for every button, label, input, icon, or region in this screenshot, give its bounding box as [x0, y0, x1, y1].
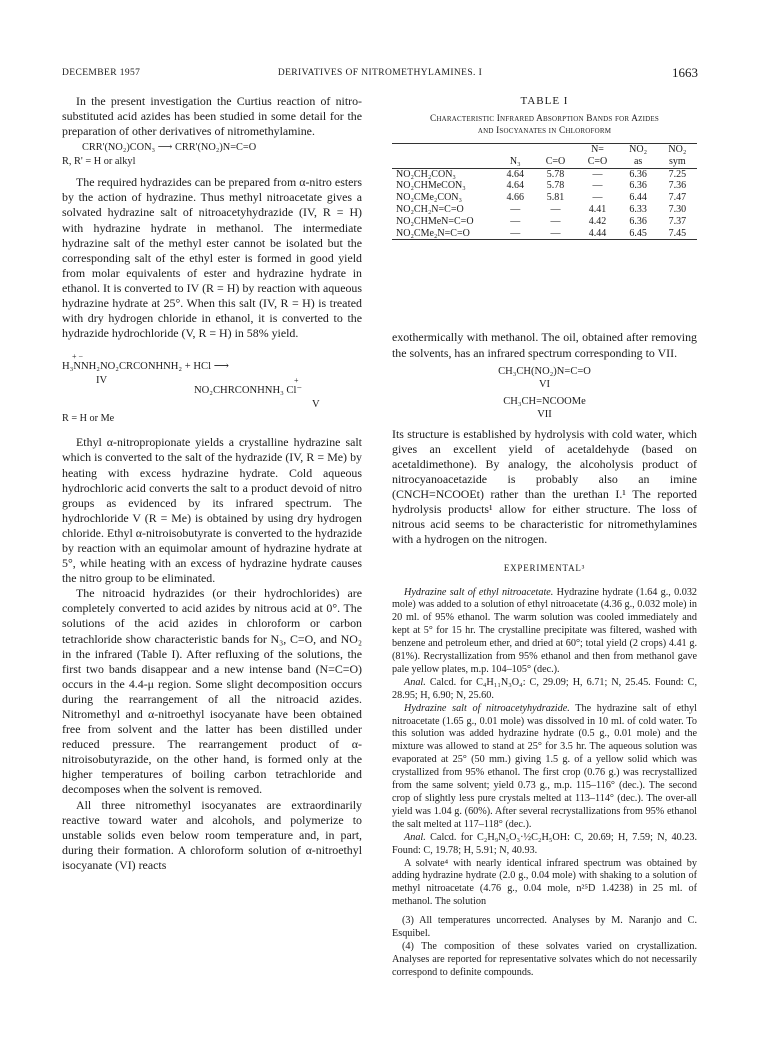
table-cell: 7.30	[668, 204, 687, 216]
table-cell: 4.64	[506, 180, 524, 192]
table-header-cell	[392, 144, 496, 156]
formula-vi: CH₃CH(NO₂)N=C=O	[498, 365, 591, 377]
table-header-cell: N=	[591, 144, 604, 156]
footnote-3: (3) All temperatures uncorrected. Analyses by M. Naranjo and C. Esquibel.	[392, 915, 697, 940]
table-row	[392, 192, 697, 204]
table-cell: —	[550, 204, 561, 216]
table-row	[392, 204, 697, 216]
table-cell: 7.36	[668, 180, 687, 192]
table-spacer	[392, 240, 697, 330]
table-cell: —	[510, 227, 521, 239]
table-cell: —	[510, 215, 521, 227]
table-header-cell	[392, 156, 496, 168]
curtius-equation: CRR'(NO₂)CON₃ ⟶ CRR'(NO₂)N=C=O	[82, 142, 257, 154]
table-cell: 6.45	[629, 227, 647, 239]
table-body	[392, 168, 697, 240]
footnote-4: (4) The composition of these solvates varied on crystallization. Analyses are reported for representative solvates which do not necessarily correspond to definite compounds.	[392, 940, 697, 978]
analysis-body: Calcd. for C₄H₁₁N₃O₄: C, 29.09; H, 6.71; N, 25.45. Found: C, 28.95; H, 6.90; N, 25.60.	[392, 676, 697, 701]
table-cell: 6.36	[629, 180, 647, 192]
formula-label-vi: VI	[538, 378, 551, 390]
experiment-hydrazide-salt	[392, 703, 697, 832]
experiment-hydrazine-salt	[392, 587, 697, 677]
scheme-label-iv: IV	[96, 375, 108, 387]
experiment-solvate: A solvate⁴ with nearly identical infrared spectrum was obtained by adding hydrazine hydrate (2.0 g., 0.04 mole) with shaking to a solution of methyl nitroacetate (4.76 g., 0.04 mole, n²⁵D 1.4238) in 25 ml. of methanol. The solution	[392, 857, 697, 908]
formula-label-vii: VII	[537, 408, 552, 420]
table-header-cell: NO₂	[668, 144, 687, 156]
table-cell: NO₂CMe₂CON₃	[396, 192, 463, 204]
table-cell: NO₂CHMeN=C=O	[396, 215, 474, 227]
table-cell: 6.36	[629, 215, 647, 227]
table-cell: —	[510, 204, 521, 216]
table-caption-line: and Isocyanates in Chloroform	[477, 126, 612, 137]
table-cell: 4.44	[588, 227, 607, 239]
table-cell: —	[592, 168, 603, 180]
table-cell: NO₂CH₂N=C=O	[396, 204, 464, 216]
table-header-cell: as	[633, 155, 643, 167]
analysis-body: Calcd. for C₂H₉N₅O₃·½C₂H₅OH: C, 20.69; H, 7.59; N, 40.23. Found: C, 19.78; H, 5.91; N, 40.93.	[392, 831, 697, 856]
table-caption-line: Characteristic Infrared Absorption Bands for Azides	[429, 114, 660, 125]
table-cell: 5.78	[546, 168, 565, 180]
footnotes	[392, 915, 697, 980]
table-caption	[392, 113, 697, 137]
table-row	[392, 180, 697, 192]
table-header-cell	[534, 144, 576, 156]
paragraph-methanol-reaction: exothermically with methanol. The oil, obtained after removing the solvents, has an infrared spectrum corresponding to VII.	[392, 330, 697, 360]
left-column	[62, 94, 362, 1044]
experiment-body: Hydrazine hydrate (1.64 g., 0.032 mole) was added to a solution of ethyl nitroacetate (4.36 g., 0.032 mole) in 20 ml. of 95% ethanol. The warm solution was cooled immediately and kept at 5° for 15 hr. The crystalline precipitate was filtered, washed with benzene and petroleum ether, and dried at 60°; total yield (2 crops) 4.41 g. (81%). Recrystallization from 95% ethanol and then from methanol gave pale yellow plates, m.p. 104–105° (dec.).	[392, 586, 697, 675]
table-cell: 4.66	[506, 192, 524, 204]
table-cell: —	[592, 192, 603, 204]
table-cell: 7.47	[668, 192, 687, 204]
paragraph-structure: Its structure is established by hydrolysis with cold water, which gives an excellent yield of acetaldehyde (based on acetaldimethone). By analogy, the alcoholysis product of nitrocyanoacetazide is probably also an imine (CNCH=NCOOEt) rather than the urethan I.¹ The reported hydrolysis products¹ allow for either structure. The loss of nitrous acid seems to be characteristic for nitromethylamines with a hydrogen on the nitrogen.	[392, 426, 697, 547]
table-row	[392, 168, 697, 180]
table-cell: 5.78	[546, 180, 565, 192]
table-cell: —	[592, 180, 603, 192]
table-cell: 4.64	[506, 168, 524, 180]
scheme-charge-right: +	[294, 376, 299, 386]
paragraph-nitropropionate: Ethyl α-nitropropionate yields a crystalline hydrazine salt which is converted to the salt of the hydrazide (IV, R = Me) by heating with excess hydrazine hydrate. Cold aqueous hydrochloric acid converts the salt to a product devoid of nitro groups as evidenced by its infrared spectrum. The hydrochloride V (R = Me) is obtained by using dry hydrogen chloride. Ethyl α-nitroisobutyrate is converted to the hydrazide by reaction with an equimolar amount of hydrazine hydrate at 5°, while heating with an excess of hydrazine hydrate causes the nitro group to be eliminated.	[62, 435, 362, 586]
analysis-1	[392, 677, 697, 703]
experiment-body: The hydrazine salt of ethyl nitroacetate (1.65 g., 0.01 mole) was dissolved in 10 ml. of cold water. To this solution was added hydrazine hydrate (0.5 g., 0.01 mole) and the mixture was allowed to stand at 25° for 3.5 hr. The aqueous solution was evaporated at 25° (50 mm.) giving 1.5 g. of a yellow solid which was crystallized from 95% ethanol. The first crop (0.76 g.) was recrystallized from the same solvent; yield 0.73 g., m.p. 115–116° (dec.). The second crop of slightly less pure crystals melted at 113–114° (dec.). The over-all yield was 1.04 g. (60%). After several recrystallizations from 95% ethanol the salt melted at 117–118° (dec.).	[392, 702, 697, 830]
table-cell: NO₂CH₂CON₃	[396, 168, 456, 180]
table-header-cell: C=O	[587, 155, 608, 167]
scheme-charges-left: + −	[72, 352, 84, 362]
section-heading-experimental: EXPERIMENTAL³	[503, 563, 586, 574]
reaction-scheme	[62, 353, 362, 427]
experiment-title: Hydrazine salt of nitroacetyhydrazide.	[404, 702, 570, 714]
table-cell: 4.41	[588, 204, 607, 216]
table-cell: —	[550, 227, 561, 239]
table-cell: 7.37	[668, 215, 687, 227]
table-row	[392, 228, 697, 240]
scheme-reactants: H₃NNH₂NO₂CRCONHNH₂ + HCl ⟶	[62, 361, 229, 373]
table-cell: —	[550, 215, 561, 227]
table-header-cell: NO₂	[629, 144, 648, 156]
table-header-cell	[496, 144, 534, 156]
paragraph-acid-azides: The nitroacid hydrazides (or their hydrochlorides) are completely converted to acid azides by nitrous acid at 0°. The solutions of the acid azides in chloroform or carbon tetrachloride show characteristic bands for N₃, C=O, and NO₂ in the infrared (Table I). After refluxing of the solutions, the first two bands disappear and a new intense band (N=C=O) occurs in the 4.4-μ region. Some slight decomposition occurs during the rearrangement of all the nitroacid azides. Nitromethyl and α-nitroethyl isocyanate have been obtained free from solvent and the latter has been distilled under reduced pressure. The rearrangement product of α-nitroisobutyrazide, on the other hand, is formed only at the higher temperatures of boiling carbon tetrachloride and decomposes when the solvent is removed.	[62, 586, 362, 797]
scheme-label-v: V	[312, 399, 320, 411]
table-header-cell: N₃	[509, 155, 521, 167]
table-cell: 7.45	[668, 227, 687, 239]
table-cell: 6.36	[629, 168, 647, 180]
table-cell: NO₂CHMeCON₃	[396, 180, 466, 192]
experiment-title: Hydrazine salt of ethyl nitroacetate.	[404, 586, 554, 598]
table-cell: 7.25	[668, 168, 687, 180]
table-cell: 4.42	[588, 215, 607, 227]
table-header-cell: sym	[669, 155, 686, 167]
equation-definition: R, R' = H or alkyl	[62, 156, 136, 168]
table-cell: NO₂CMe₂N=C=O	[396, 227, 470, 239]
table-cell: 6.44	[629, 192, 647, 204]
table-header-cell: C=O	[545, 155, 566, 167]
table-cell: 6.33	[629, 204, 647, 216]
header-date: DECEMBER 1957	[62, 68, 141, 78]
table-cell: 5.81	[546, 192, 565, 204]
analysis-label: Anal.	[404, 831, 426, 843]
table-title: TABLE I	[520, 95, 569, 107]
header-title: DERIVATIVES OF NITROMETHYLAMINES. I	[277, 68, 483, 78]
ir-absorption-table	[392, 143, 697, 240]
analysis-2	[392, 832, 697, 858]
scheme-product: NO₂CHRCONHNH₃ Cl⁻	[194, 385, 303, 397]
table-header-row	[392, 144, 697, 156]
right-column	[392, 94, 697, 1044]
paragraph-isocyanates: All three nitromethyl isocyanates are extraordinarily reactive toward water and alcohols, and polymerize to unstable solids even below room temperature and, in part, during their formation. A chloroform solution of α-nitroethyl isocyanate (VI) reacts	[62, 797, 362, 872]
scheme-definition: R = H or Me	[62, 413, 115, 425]
formula-vii: CH₃CH=NCOOMe	[503, 395, 586, 407]
paragraph-intro: In the present investigation the Curtius reaction of nitro-substituted acid azides has been studied in some detail for the preparation of other derivatives of nitromethylamine.	[62, 94, 362, 139]
page-number: 1663	[672, 65, 698, 80]
paragraph-hydrazides: The required hydrazides can be prepared from α-nitro esters by the action of hydrazine. Thus methyl nitroacetate gives a solvated hydrazine salt of nitroacetyhydrazide (IV, R = H) with hydrazine hydrate in methanol. The intermediate hydrazine salt of the methyl ester cannot be isolated but the corresponding salt of the ethyl ester is formed in good yield from molar equivalents of ester and hydrazine hydrate in ethanol. It is converted to IV (R = H) by reaction with aqueous hydrazine hydrate at 25°. When this salt (IV, R = H) is treated with dry hydrogen chloride in ethanol, it is converted to the hydrazide hydrochloride (V, R = H) in 58% yield.	[62, 175, 362, 341]
table-header-row	[392, 156, 697, 168]
table-row	[392, 216, 697, 228]
running-head	[62, 66, 698, 82]
analysis-label: Anal.	[404, 676, 426, 688]
experimental-text	[392, 587, 697, 910]
